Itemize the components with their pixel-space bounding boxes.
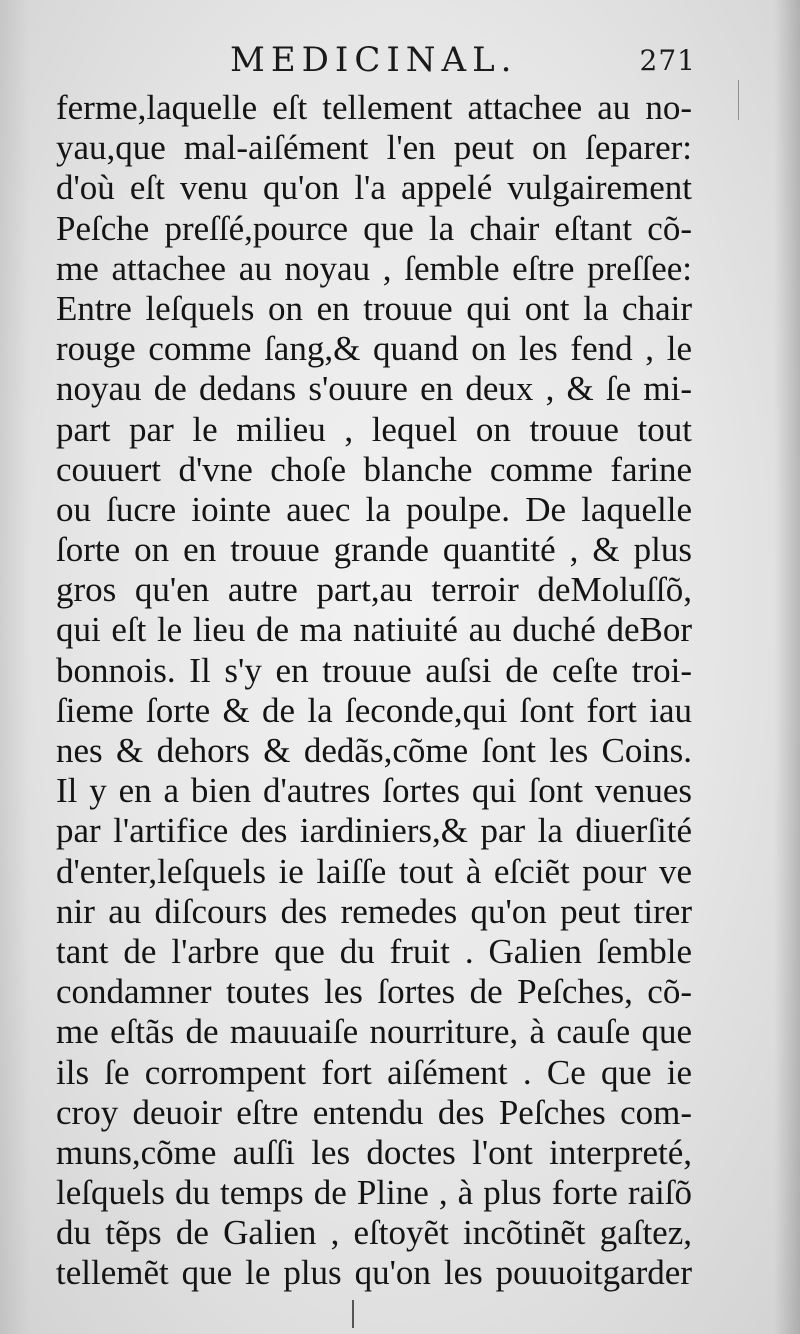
page-number: 271 [639,44,696,77]
margin-mark [352,1300,354,1328]
text-line: d'enter,leſquels ie laiſſe tout à eſciẽt pour ve [56,851,692,891]
page-spine-shadow [774,0,800,1334]
text-line: ſieme ſorte & de la ſeconde,qui ſont fort iau [56,690,692,730]
text-line: muns,cõme auſſi les doctes l'ont interpreté, [56,1132,692,1172]
text-line: rouge comme ſang,& quand on les fend , le [56,329,692,369]
text-line: du tẽps de Galien , eſtoyẽt incõtinẽt gaſtez, [56,1213,692,1253]
text-line: noyau de dedans s'ouure en deux , & ſe mi- [56,369,692,409]
text-line: par l'artifice des iardiniers,& par la diuerſité [56,811,692,851]
text-line: tant de l'arbre que du fruit . Galien ſemble [56,931,692,971]
text-line: ou ſucre iointe auec la poulpe. De laquelle [56,489,692,529]
text-line: leſquels du temps de Pline , à plus forte raiſõ [56,1173,692,1213]
running-head: MEDICINAL. [230,40,518,80]
page-left-shadow [0,0,30,1334]
text-line: ils ſe corrompent fort aiſément . Ce que ie [56,1052,692,1092]
text-line: ſorte on en trouue grande quantité , & plus [56,530,692,570]
body-text [56,88,692,1294]
text-line: me attachee au noyau , ſemble eſtre preſſee: [56,248,692,288]
text-line: me eſtãs de mauuaiſe nourriture, à cauſe que [56,1012,692,1052]
text-line: couuert d'vne choſe blanche comme farine [56,449,692,489]
text-line: d'où eſt venu qu'on l'a appelé vulgairement [56,168,692,208]
text-line: bonnois. Il s'y en trouue auſsi de ceſte troi- [56,650,692,690]
text-line: qui eſt le lieu de ma natiuité au duché deBor [56,610,692,650]
text-line: tellemẽt que le plus qu'on les pouuoitgarder [56,1253,692,1293]
text-line: nes & dehors & dedãs,cõme ſont les Coins. [56,731,692,770]
text-line: gros qu'en autre part,au terroir deMoluſſõ, [56,570,692,610]
paper-scratch [738,80,739,120]
text-line: Peſche preſſé,pource que la chair eſtant cõ- [56,208,692,248]
text-line: part par le milieu , lequel on trouue tout [56,409,692,449]
text-line: croy deuoir eſtre entendu des Peſches com- [56,1092,692,1132]
text-line: condamner toutes les ſortes de Peſches, cõ- [56,972,692,1012]
text-line: Il y en a bien d'autres ſortes qui ſont venues [56,771,692,811]
page-header [56,34,696,86]
text-line: yau,que mal-aiſément l'en peut on ſeparer: [56,128,692,168]
text-line: Entre leſquels on en trouue qui ont la chair [56,288,692,328]
text-line: nir au diſcours des remedes qu'on peut tirer [56,891,692,931]
text-line: ferme,laquelle eſt tellement attachee au no- [56,88,692,127]
